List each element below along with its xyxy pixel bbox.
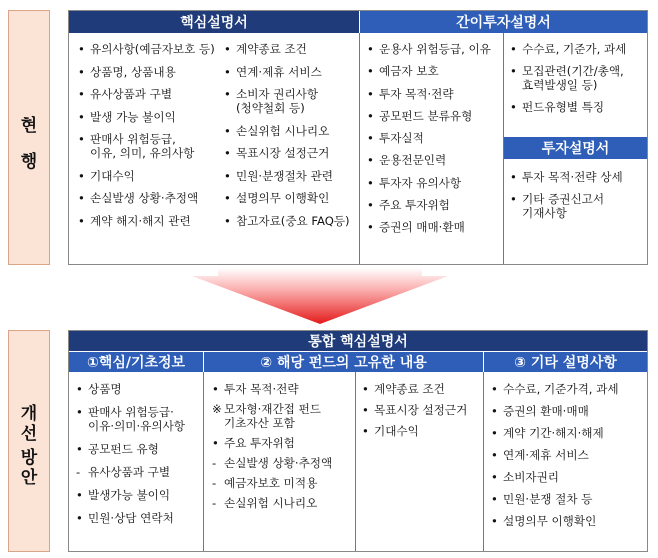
- list-item-text: 상품명, 상품내용: [90, 64, 176, 79]
- list-item: [365, 131, 505, 145]
- list-item: [76, 87, 226, 101]
- bullet-marker: •: [224, 64, 231, 79]
- list-item: [76, 132, 226, 160]
- list-item: [222, 124, 362, 138]
- list-item: [489, 514, 647, 528]
- bullet-marker: •: [362, 403, 369, 417]
- list-item-text: 펀드유형별 특징: [522, 100, 605, 114]
- list-item-text: 판매사 위험등급,: [90, 132, 176, 146]
- list-item: [360, 382, 484, 396]
- bullet-marker: •: [510, 42, 517, 56]
- list-item-text: 설명의무 이행확인: [236, 191, 330, 205]
- list-item-text: 민원·분쟁절차 관련: [236, 168, 333, 183]
- list-item: [222, 42, 362, 56]
- bullet-marker: •: [491, 492, 498, 506]
- list-item-text: 수수료, 기준가, 과세: [522, 42, 627, 56]
- list-item-text: 투자 목적·전략 상세: [522, 170, 623, 184]
- bullet-marker: -: [212, 456, 217, 470]
- list-item-text: 기대수익: [374, 424, 419, 438]
- bullet-marker: •: [367, 153, 374, 168]
- list-item-text: 유사상품과 구별: [90, 87, 173, 101]
- bullet-marker: •: [224, 168, 231, 183]
- list-item-text: 기초자산 포함: [224, 416, 295, 430]
- list-item-text: 소비자 권리사항: [236, 87, 319, 101]
- list-item-text: 연계·제휴 서비스: [236, 64, 322, 79]
- list-item-text: 계약 해지·해지 관련: [90, 213, 191, 228]
- bullet-marker: •: [76, 405, 83, 419]
- list-item: [74, 488, 204, 502]
- list-item-text: 예금자보호 미적용: [224, 476, 318, 490]
- list-item: [222, 65, 362, 79]
- header-simple-prospectus: 간이투자설명서: [360, 11, 647, 33]
- bullet-marker: •: [491, 470, 498, 484]
- list-item: [222, 146, 362, 160]
- bullet-marker: •: [212, 436, 219, 450]
- list-item-text: 소비자권리: [503, 470, 559, 484]
- bullet-marker: -: [212, 476, 217, 490]
- bullet-marker: •: [224, 42, 231, 56]
- list-item-text: 손실위험 시나리오: [224, 496, 318, 510]
- list-item: [489, 426, 647, 440]
- bullet-marker: •: [367, 108, 374, 123]
- bullet-marker: •: [224, 191, 231, 205]
- current-label-char-1: 현: [20, 116, 38, 136]
- header-prospectus: 투자설명서: [504, 137, 647, 159]
- list-item-text: 민원·분쟁 절차 등: [503, 492, 593, 506]
- bullet-marker: •: [224, 123, 231, 138]
- list-item: [210, 402, 356, 430]
- bullet-marker: •: [224, 213, 231, 228]
- bullet-marker: •: [78, 191, 85, 205]
- list-item: [365, 198, 505, 212]
- bullet-marker: •: [367, 64, 374, 79]
- list-item: [74, 442, 204, 456]
- bullet-marker: •: [491, 426, 498, 440]
- list-item: [508, 100, 648, 114]
- list-item-text: 증권의 환매·매매: [503, 404, 589, 418]
- current-core-list-2: [222, 42, 362, 236]
- list-item-text: 발생 가능 불이익: [90, 109, 176, 124]
- list-item: [489, 382, 647, 396]
- bullet-marker: •: [224, 87, 231, 101]
- improve-label-char-3: 방: [20, 448, 38, 468]
- list-item-text: 손실발생 상황·추정액: [224, 456, 333, 470]
- bullet-marker: •: [367, 220, 374, 235]
- list-item-text: 민원·상담 연락처: [88, 511, 174, 525]
- list-item-text: 모집관련(기간/총액,: [522, 64, 624, 78]
- list-item-text: 투자실적: [379, 131, 424, 146]
- bullet-marker: •: [510, 192, 517, 206]
- bullet-marker: •: [78, 87, 85, 101]
- bullet-marker: •: [224, 146, 231, 160]
- bullet-marker: ※: [212, 402, 222, 416]
- bullet-marker: •: [491, 382, 498, 396]
- improved-core-list: [74, 382, 204, 534]
- list-item-text: 참고자료(중요 FAQ등): [236, 213, 350, 228]
- list-item: [365, 87, 505, 101]
- list-item-text: 증권의 매매·환매: [379, 220, 465, 235]
- current-simple-list-extra: [508, 42, 648, 122]
- bullet-marker: •: [78, 168, 85, 183]
- list-item-text: 손실위험 시나리오: [236, 123, 330, 138]
- list-item-text: 유의사항(예금자보호 등): [90, 42, 215, 56]
- list-item-text: 이유·의미·유의사항: [88, 419, 185, 433]
- list-item-text: (청약철회 등): [236, 101, 305, 115]
- list-item: [365, 176, 505, 190]
- list-item: [489, 448, 647, 462]
- bullet-marker: •: [367, 198, 374, 213]
- improved-other-list: [489, 382, 647, 536]
- improve-label-char-1: 개: [20, 404, 38, 424]
- improve-label-char-4: 안: [20, 468, 38, 488]
- list-item: [210, 382, 356, 396]
- subheader-core-basic: ①핵심/기초정보: [69, 352, 203, 372]
- list-item: [489, 470, 647, 484]
- list-item: [360, 424, 484, 438]
- subheader-other: ③ 기타 설명사항: [484, 352, 647, 372]
- list-item-text: 공모펀드 분류유형: [379, 108, 473, 123]
- improved-fund-list-2: [360, 382, 484, 445]
- list-item: [222, 214, 362, 228]
- header-core-summary: 핵심설명서: [69, 11, 359, 33]
- list-item: [74, 511, 204, 525]
- list-item-text: 주요 투자위험: [379, 198, 450, 213]
- list-item-text: 계약종료 조건: [236, 42, 307, 56]
- bullet-marker: •: [76, 382, 83, 396]
- list-item: [76, 42, 226, 56]
- bullet-marker: •: [212, 382, 219, 396]
- list-item-text: 기재사항: [522, 206, 567, 220]
- list-item: [76, 191, 226, 205]
- list-item-text: 효력발생일 등): [522, 78, 598, 92]
- bullet-marker: •: [510, 64, 517, 78]
- list-item: [74, 405, 204, 433]
- list-item: [74, 465, 204, 479]
- list-item-text: 수수료, 기준가격, 과세: [503, 382, 619, 396]
- list-item-text: 투자 목적·전략: [379, 86, 454, 101]
- list-item: [365, 153, 505, 167]
- list-item-text: 공모펀드 유형: [88, 442, 159, 456]
- list-item-text: 상품명: [88, 382, 122, 396]
- list-item-text: 기대수익: [90, 168, 135, 183]
- bullet-marker: •: [367, 131, 374, 146]
- current-label-char-2: 행: [20, 152, 38, 172]
- list-item: [365, 220, 505, 234]
- list-item: [365, 64, 505, 78]
- bullet-marker: •: [78, 132, 85, 146]
- bullet-marker: •: [491, 404, 498, 418]
- bullet-marker: •: [78, 213, 85, 228]
- subheader-fund-unique: ② 해당 펀드의 고유한 내용: [204, 352, 483, 372]
- list-item: [210, 476, 356, 490]
- list-item: [508, 170, 648, 184]
- bullet-marker: •: [510, 170, 517, 184]
- improvement-side-panel: [8, 330, 50, 552]
- improve-label-char-2: 선: [20, 424, 38, 444]
- list-item-text: 모자형·재간접 펀드: [224, 402, 321, 416]
- bullet-marker: •: [491, 448, 498, 462]
- list-item-text: 투자자 유의사항: [379, 175, 462, 190]
- bullet-marker: •: [367, 175, 374, 190]
- list-item: [74, 382, 204, 396]
- list-item-text: 목표시장 설정근거: [236, 146, 330, 160]
- list-item-text: 설명의무 이행확인: [503, 514, 597, 528]
- bullet-marker: •: [76, 442, 83, 456]
- list-item-text: 손실발생 상황·추정액: [90, 191, 199, 205]
- list-item: [508, 64, 648, 92]
- list-item: [360, 403, 484, 417]
- bullet-marker: •: [362, 424, 369, 438]
- list-item-text: 발생가능 불이익: [88, 488, 171, 502]
- list-item-text: 계약 기간·해지·해제: [503, 426, 604, 440]
- list-item: [76, 214, 226, 228]
- list-item: [76, 169, 226, 183]
- list-item: [365, 109, 505, 123]
- list-item-text: 유사상품과 구별: [88, 465, 171, 479]
- bullet-marker: •: [362, 382, 369, 396]
- current-prospectus-list: [508, 170, 648, 228]
- bullet-marker: •: [76, 511, 83, 525]
- list-item-text: 이유, 의미, 유의사항: [90, 146, 195, 160]
- list-item: [365, 42, 505, 56]
- down-arrow-icon: [190, 268, 450, 324]
- improved-fund-list: [210, 382, 356, 516]
- list-item: [210, 456, 356, 470]
- list-item: [222, 87, 362, 115]
- bullet-marker: •: [367, 86, 374, 101]
- list-item: [210, 436, 356, 450]
- list-item: [489, 404, 647, 418]
- list-item-text: 기타 증권신고서: [522, 192, 605, 206]
- list-item-text: 운용사 위험등급, 이유: [379, 42, 491, 56]
- bullet-marker: •: [491, 514, 498, 528]
- bullet-marker: •: [78, 42, 85, 56]
- list-item-text: 투자 목적·전략: [224, 382, 299, 396]
- list-item: [508, 192, 648, 220]
- bullet-marker: •: [510, 100, 517, 114]
- list-item: [76, 110, 226, 124]
- list-item: [76, 65, 226, 79]
- list-item-text: 판매사 위험등급·: [88, 405, 174, 419]
- list-item-text: 주요 투자위험: [224, 436, 295, 450]
- bullet-marker: •: [367, 42, 374, 56]
- list-item-text: 예금자 보호: [379, 64, 439, 79]
- list-item: [210, 496, 356, 510]
- current-side-panel: [8, 10, 50, 265]
- list-item-text: 운용전문인력: [379, 153, 447, 168]
- current-core-list-1: [76, 42, 226, 236]
- list-item-text: 목표시장 설정근거: [374, 403, 468, 417]
- list-item-text: 연계·제휴 서비스: [503, 448, 589, 462]
- bullet-marker: -: [212, 496, 217, 510]
- bullet-marker: •: [76, 488, 83, 502]
- list-item: [508, 42, 648, 56]
- bullet-marker: -: [76, 465, 81, 479]
- list-item: [489, 492, 647, 506]
- list-item: [222, 191, 362, 205]
- list-item-text: 계약종료 조건: [374, 382, 445, 396]
- list-item: [222, 169, 362, 183]
- current-simple-list: [365, 42, 505, 243]
- header-integrated-summary: 통합 핵심설명서: [69, 331, 647, 351]
- bullet-marker: •: [78, 109, 85, 124]
- bullet-marker: •: [78, 64, 85, 79]
